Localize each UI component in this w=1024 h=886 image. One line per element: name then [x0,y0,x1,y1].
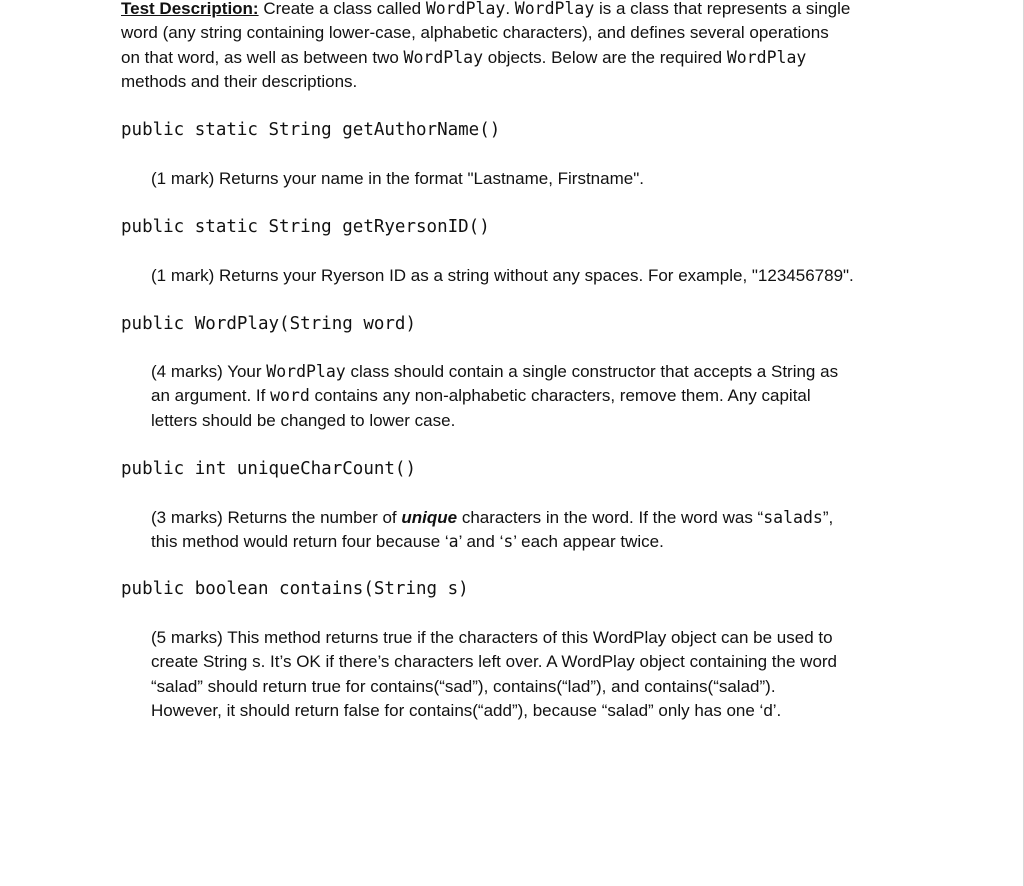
description-text: contains any non-alphabetic characters, remove them. Any capital [309,386,811,406]
method-description-uniquecharcount [151,506,833,555]
method-description-getauthorname [151,167,644,191]
description-line: (1 mark) Returns your name in the format "Lastname, Firstname". [151,169,644,188]
description-text: (3 marks) Returns the number of [151,508,402,527]
description-text: an argument. If [151,386,271,406]
intro-text: methods and their descriptions. [121,71,358,91]
intro-text: Create a class called [263,0,426,18]
method-signature-getauthorname: public static String getAuthorName() [121,120,501,140]
intro-line-4 [121,70,850,94]
example-word-code: salads [763,508,823,527]
char-code: s [503,532,514,552]
class-name-code: WordPlay [514,0,595,18]
description-line: However, it should return false for contains(“add”), because “salad” only has one ‘d’. [151,700,782,720]
intro-text: is a class that represents a single [594,0,851,18]
class-name-code: WordPlay [266,362,346,381]
description-text: ”, [822,508,834,527]
emphasis-unique: unique [401,508,458,527]
method-description-constructor [151,360,838,433]
test-description-label: Test Description: [121,0,259,18]
description-text: ’ and ‘ [458,532,504,552]
description-line: (1 mark) Returns your Ryerson ID as a string without any spaces. For example, "123456789". [151,266,854,285]
param-name-code: word [270,386,310,406]
method-signature-contains: public boolean contains(String s) [121,579,469,599]
intro-text: word (any string containing lower-case, alphabetic characters), and defines several operations [121,23,829,43]
description-text: class should contain a single constructor that accepts a String as [345,362,839,381]
description-text: letters should be changed to lower case. [151,410,456,430]
class-name-code: WordPlay [425,0,506,18]
test-description [121,0,850,94]
method-signature-getryersonid: public static String getRyersonID() [121,217,490,237]
intro-line-1 [121,0,850,21]
intro-text: on that word, as well as between two [121,47,404,67]
description-line [151,360,838,384]
description-text: (4 marks) Your [151,362,267,381]
description-line: create String s. It’s OK if there’s characters left over. A WordPlay object containing the word [151,652,838,672]
method-signature-constructor: public WordPlay(String word) [121,314,417,334]
description-text: this method would return four because ‘ [151,532,449,552]
intro-line-3 [121,46,850,70]
intro-text: objects. Below are the required [483,47,727,67]
method-signature-uniquecharcount: public int uniqueCharCount() [121,459,417,479]
description-text: characters in the word. If the word was “ [457,508,764,527]
class-name-code: WordPlay [403,47,484,67]
char-code: a [448,532,459,552]
intro-text: . [505,0,515,18]
method-description-contains [151,626,837,723]
description-line [151,384,838,408]
method-description-getryersonid [151,264,854,288]
class-name-code: WordPlay [726,47,807,67]
description-text: ’ each appear twice. [513,532,664,552]
description-line [151,506,833,530]
description-line: (5 marks) This method returns true if the characters of this WordPlay object can be used to [151,628,833,647]
description-line: “salad” should return true for contains(“sad”), contains(“lad”), and contains(“salad”). [151,676,776,696]
intro-line-2 [121,21,850,45]
description-line [151,530,833,554]
description-line [151,409,838,433]
